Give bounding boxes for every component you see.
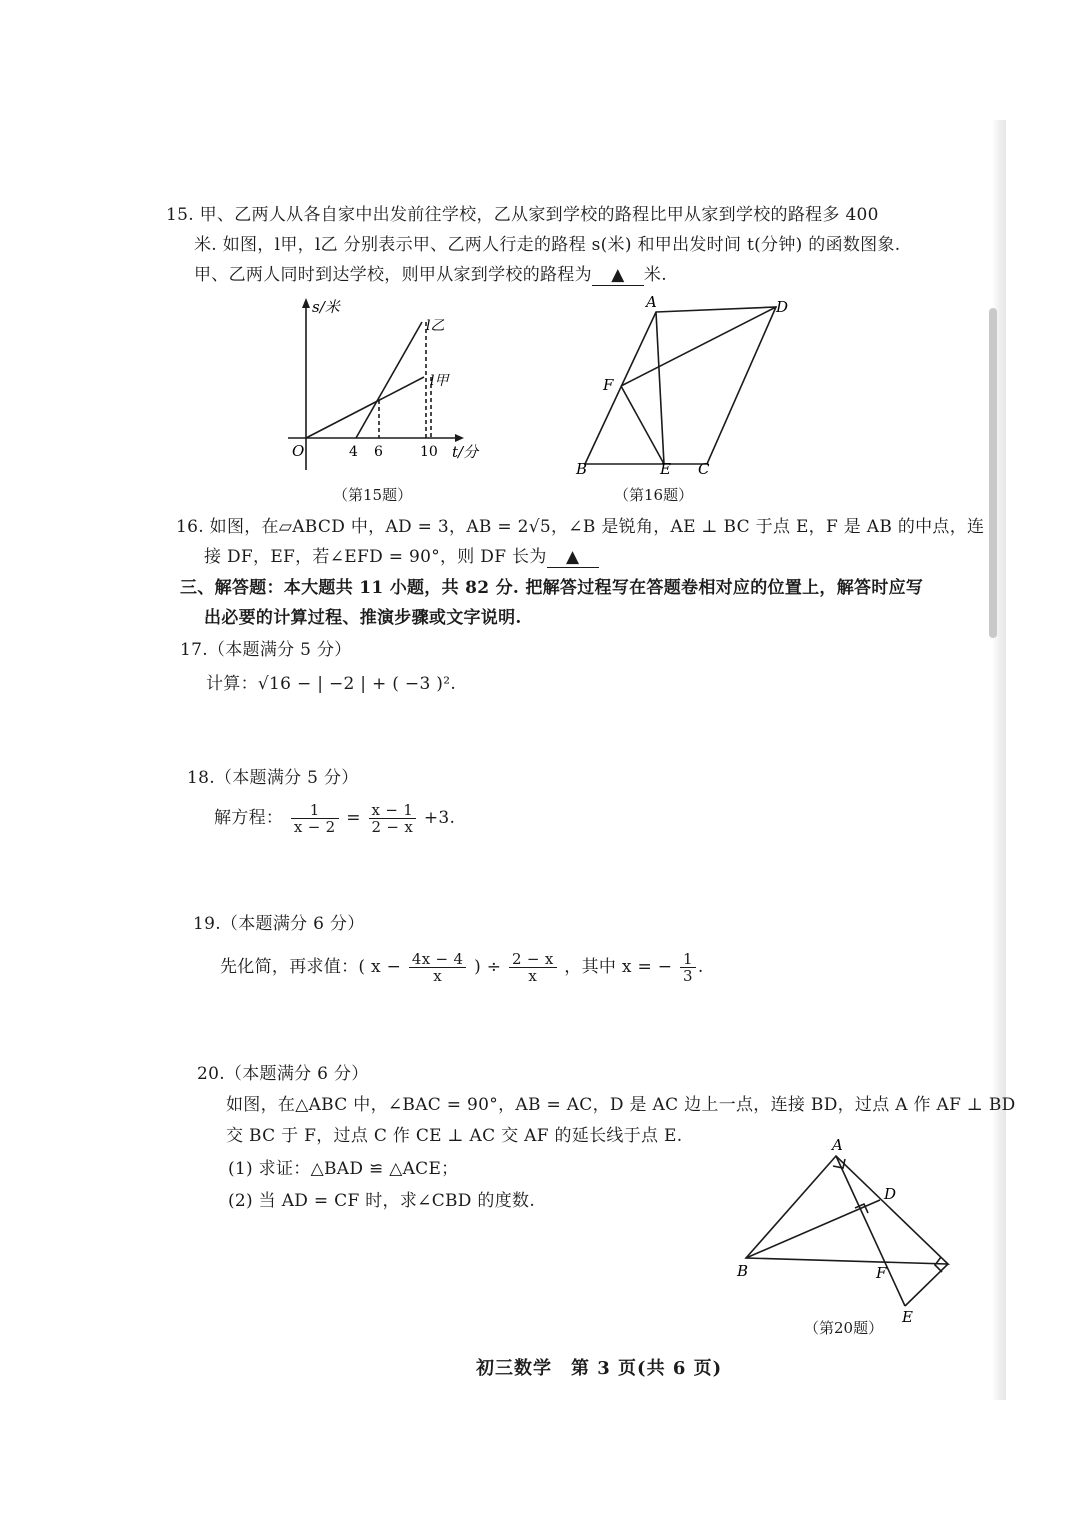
q18-frac1-numerator: 1	[291, 802, 339, 819]
q19-fraction-3	[680, 951, 696, 984]
q15-x-arrow	[455, 434, 464, 442]
q19-expression	[220, 951, 704, 984]
q15-line-yi	[356, 322, 422, 438]
q19-frac2-denominator: x	[528, 967, 538, 985]
q19-fraction-2	[509, 951, 557, 984]
q19-end: .	[697, 957, 704, 977]
section-3-line-1: 三、解答题：本大题共 11 小题，共 82 分. 把解答过程写在答题卷相对应的位置上，解答时应写	[180, 578, 924, 598]
q15-label-l-yi: l乙	[426, 318, 445, 334]
q18-equals: =	[346, 808, 361, 828]
q20-segment-CE	[905, 1264, 948, 1306]
q16-line-2-text: 接 DF，EF，若∠EFD = 90°，则 DF 长为	[204, 547, 547, 567]
q15-origin-label: O	[292, 442, 305, 460]
q15-answer-blank: ▲	[592, 265, 644, 286]
q16-segment-AE	[656, 312, 664, 464]
q18-frac2-numerator: x − 1	[369, 802, 417, 819]
q19-frac3-denominator: 3	[683, 967, 693, 985]
q15-x-label: t/分	[452, 443, 479, 461]
q20-label-F: F	[876, 1264, 887, 1282]
q20-line-2: 交 BC 于 F，过点 C 作 CE ⊥ AC 交 AF 的延长线于点 E.	[226, 1126, 683, 1146]
q20-line-1: 如图，在△ABC 中，∠BAC = 90°，AB = AC，D 是 AC 边上一点，连接 BD，过点 A 作 AF ⊥ BD	[226, 1095, 1016, 1115]
q19-frac1-denominator: x	[433, 967, 442, 985]
q19-fraction-1	[409, 951, 466, 984]
q20-label-A: A	[832, 1136, 843, 1154]
q15-tick-10: 10	[420, 444, 438, 460]
q18-suffix: +3.	[423, 808, 456, 828]
q16-segment-FE	[621, 386, 664, 464]
q15-tick-4: 4	[349, 444, 358, 460]
q19-frac2-numerator: 2 − x	[509, 951, 557, 968]
q16-label-F: F	[603, 376, 614, 394]
q15-line-1: 15. 甲、乙两人从各自家中出发前往学校，乙从家到学校的路程比甲从家到学校的路程多 400	[166, 205, 879, 225]
q15-y-label: s/米	[312, 298, 340, 316]
q16-label-A: A	[646, 293, 657, 311]
q20-header: 20.（本题满分 6 分）	[197, 1064, 369, 1084]
q19-where: ，其中 x = −	[564, 957, 673, 977]
q18-frac2-denominator: 2 − x	[371, 818, 414, 836]
q19-header: 19.（本题满分 6 分）	[193, 914, 365, 934]
q16-label-C: C	[698, 460, 710, 478]
q15-line-jia	[306, 377, 424, 438]
q15-caption: （第15题）	[333, 486, 413, 504]
q19-prefix: 先化简，再求值：( x −	[220, 957, 402, 977]
q16-line-2	[204, 545, 599, 569]
q16-segment-FD	[621, 307, 776, 386]
q20-segment-AE	[836, 1156, 905, 1306]
q15-line-3-end: 米.	[643, 265, 667, 285]
section-3-line-2: 出必要的计算过程、推演步骤或文字说明.	[204, 608, 522, 628]
q15-line-3-text: 甲、乙两人同时到达学校，则甲从家到学校的路程为	[194, 265, 592, 285]
q19-frac1-numerator: 4x − 4	[409, 951, 466, 968]
q16-parallelogram	[585, 307, 776, 464]
q15-line-2: 米. 如图，l甲，l乙 分别表示甲、乙两人行走的路程 s(米) 和甲出发时间 t(分钟) 的函数图象.	[194, 235, 901, 255]
q20-caption: （第20题）	[804, 1319, 884, 1337]
q16-answer-blank: ▲	[547, 547, 599, 568]
page-footer: 初三数学 第 3 页(共 6 页)	[476, 1358, 723, 1379]
q20-part-2: (2) 当 AD = CF 时，求∠CBD 的度数.	[228, 1191, 536, 1211]
q15-tick-6: 6	[374, 444, 383, 460]
q16-label-D: D	[776, 298, 789, 316]
q16-label-B: B	[576, 460, 588, 478]
q18-equation	[214, 802, 455, 835]
q18-fraction-left	[291, 802, 339, 835]
q17-expression: 计算：√16 − | −2 | + ( −3 )².	[206, 674, 457, 694]
q19-divide: ) ÷	[474, 957, 502, 977]
q15-label-l-jia: l甲	[430, 373, 449, 389]
q20-part-1: (1) 求证：△BAD ≌ △ACE；	[228, 1159, 459, 1179]
q16-caption: （第16题）	[614, 486, 694, 504]
q20-label-B: B	[737, 1262, 749, 1280]
q20-label-D: D	[884, 1185, 897, 1203]
q16-line-1: 16. 如图，在▱ABCD 中，AD = 3，AB = 2√5，∠B 是锐角，AE ⊥ BC 于点 E，F 是 AB 的中点，连	[176, 517, 985, 537]
q18-frac1-denominator: x − 2	[293, 818, 336, 836]
q18-header: 18.（本题满分 5 分）	[187, 768, 359, 788]
q20-label-E: E	[902, 1308, 913, 1326]
q20-triangle-ABC	[746, 1156, 948, 1264]
q18-prefix: 解方程：	[214, 808, 284, 828]
q17-header: 17.（本题满分 5 分）	[180, 640, 352, 660]
q16-label-E: E	[660, 460, 671, 478]
q19-frac3-numerator: 1	[680, 951, 696, 968]
q18-fraction-right	[369, 802, 417, 835]
q15-y-arrow	[302, 298, 310, 308]
